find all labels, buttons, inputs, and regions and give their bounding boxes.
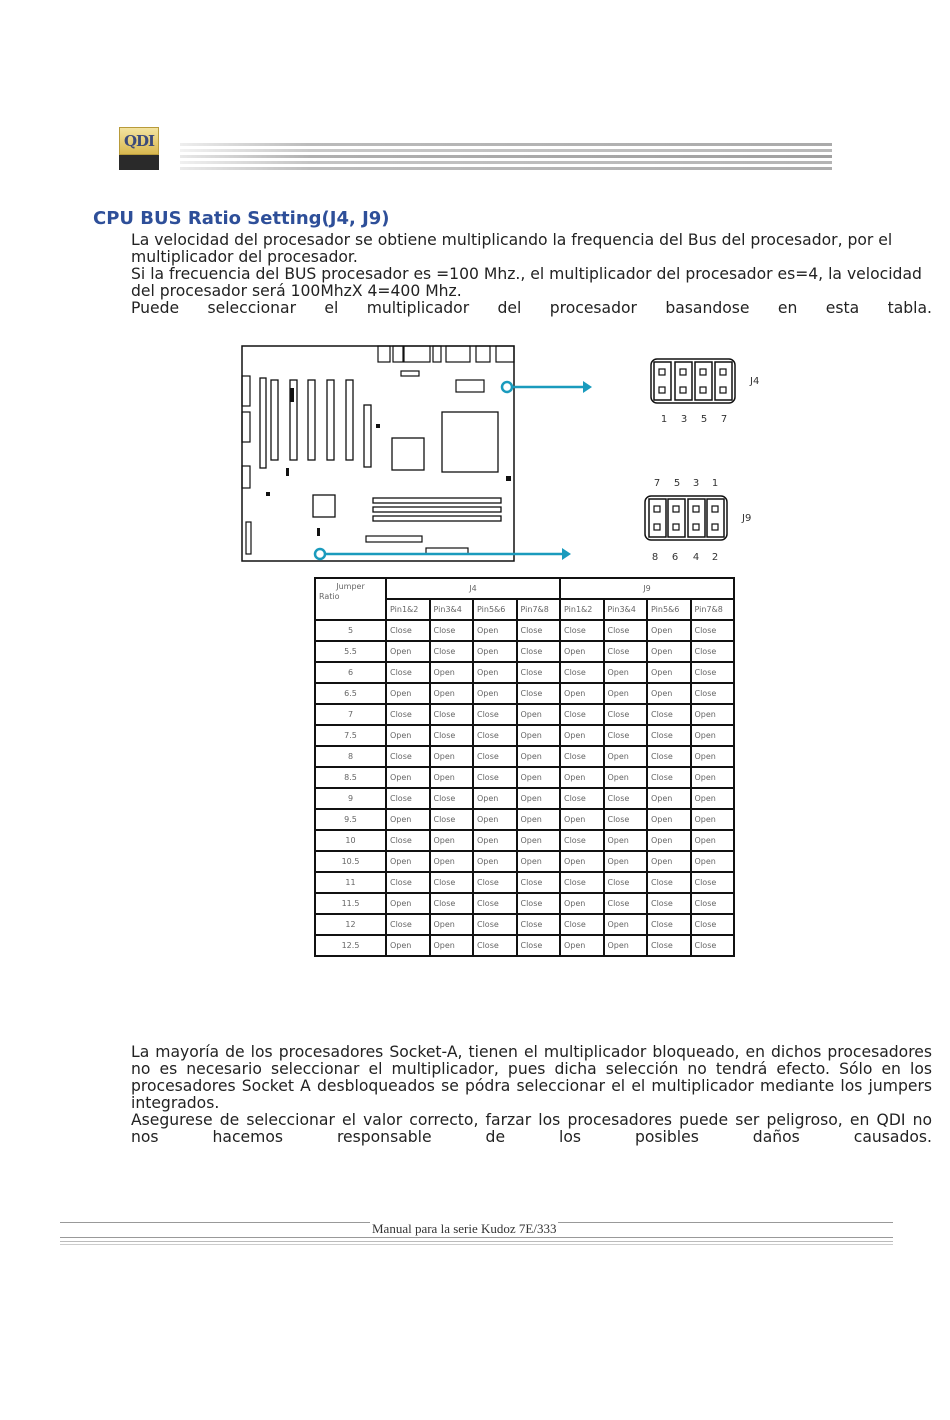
motherboard-jumper-diagram — [238, 340, 768, 568]
j9-pin-label: 7 — [653, 478, 661, 489]
corner-jumper-label: Jumper — [336, 582, 365, 591]
ratio-cell: 6 — [315, 662, 386, 683]
jumper-state-cell: Close — [473, 725, 517, 746]
j4-pointer — [502, 381, 592, 393]
jumper-state-cell: Close — [691, 620, 735, 641]
jumper-state-cell: Close — [430, 893, 474, 914]
jumper-state-cell: Open — [473, 830, 517, 851]
jumper-state-cell: Open — [560, 641, 604, 662]
jumper-state-cell: Open — [430, 683, 474, 704]
ratio-cell: 7 — [315, 704, 386, 725]
outro-paragraph-1: La mayoría de los procesadores Socket-A, tienen el multiplicador bloqueado, en dichos procesadores no es necesario seleccionar el multiplicador, pues dicha selección no tendrá efecto. Sólo en los procesadores Socket A desbloqueados se pódra seleccionar el el multiplicador mediante los jumpers integrados. — [131, 1043, 932, 1112]
jumper-state-cell: Open — [647, 809, 691, 830]
jumper-state-cell: Open — [517, 746, 561, 767]
jumper-state-cell: Open — [691, 851, 735, 872]
jumper-state-cell: Open — [430, 851, 474, 872]
jumper-state-cell: Open — [473, 641, 517, 662]
jumper-state-cell: Open — [691, 767, 735, 788]
jumper-state-cell: Close — [604, 641, 648, 662]
jumper-state-cell: Open — [560, 767, 604, 788]
jumper-state-cell: Open — [604, 746, 648, 767]
jumper-state-cell: Close — [517, 872, 561, 893]
ratio-cell: 7.5 — [315, 725, 386, 746]
jumper-state-cell: Open — [430, 935, 474, 956]
table-row — [315, 935, 734, 956]
jumper-state-cell: Close — [647, 872, 691, 893]
j9-pin-label: 8 — [651, 552, 659, 563]
ratio-cell: 9.5 — [315, 809, 386, 830]
pin-column-header: Pin7&8 — [517, 599, 561, 620]
group-header-j9: J9 — [560, 578, 734, 599]
jumper-state-cell: Open — [473, 620, 517, 641]
j9-pin-label: 5 — [673, 478, 681, 489]
footer-rule — [60, 1241, 893, 1242]
pin-column-header: Pin3&4 — [604, 599, 648, 620]
table-row — [315, 620, 734, 641]
j4-label: J4 — [750, 376, 760, 387]
jumper-state-cell: Close — [691, 935, 735, 956]
table-row — [315, 641, 734, 662]
ratio-cell: 12 — [315, 914, 386, 935]
jumper-state-cell: Open — [473, 662, 517, 683]
jumper-state-cell: Close — [604, 872, 648, 893]
j9-pin-label: 1 — [711, 478, 719, 489]
jumper-state-cell: Close — [691, 641, 735, 662]
jumper-state-cell: Open — [691, 725, 735, 746]
j9-pin-label: 6 — [671, 552, 679, 563]
page-footer — [60, 1218, 893, 1248]
intro-text — [131, 232, 932, 317]
jumper-state-cell: Open — [647, 788, 691, 809]
intro-paragraph-1: La velocidad del procesador se obtiene multiplicando la frequencia del Bus del procesador, por el multiplicador del procesador. — [131, 231, 893, 266]
intro-paragraph-3: Puede seleccionar el multiplicador del procesador basandose en esta tabla. — [131, 299, 932, 317]
ratio-cell: 5 — [315, 620, 386, 641]
jumper-state-cell: Open — [386, 935, 430, 956]
jumper-state-cell: Open — [430, 767, 474, 788]
jumper-state-cell: Close — [430, 641, 474, 662]
jumper-state-cell: Close — [517, 914, 561, 935]
table-row — [315, 830, 734, 851]
jumper-state-cell: Open — [647, 662, 691, 683]
j9-pin-label: 4 — [692, 552, 700, 563]
jumper-state-cell: Open — [430, 914, 474, 935]
jumper-state-cell: Open — [691, 704, 735, 725]
footer-text: Manual para la serie Kudoz 7E/333 — [372, 1221, 557, 1236]
j4-pin-label: 3 — [680, 414, 688, 425]
jumper-state-cell: Open — [386, 893, 430, 914]
jumper-state-cell: Open — [691, 830, 735, 851]
jumper-state-cell: Close — [560, 788, 604, 809]
jumper-state-cell: Close — [647, 935, 691, 956]
jumper-state-cell: Open — [430, 662, 474, 683]
jumper-state-cell: Close — [430, 620, 474, 641]
jumper-state-cell: Open — [560, 935, 604, 956]
jumper-state-cell: Open — [604, 662, 648, 683]
jumper-state-cell: Open — [517, 788, 561, 809]
jumper-state-cell: Open — [386, 683, 430, 704]
jumper-state-cell: Close — [430, 704, 474, 725]
jumper-state-cell: Close — [560, 872, 604, 893]
table-row — [315, 767, 734, 788]
pin-column-header: Pin3&4 — [430, 599, 474, 620]
jumper-state-cell: Close — [430, 872, 474, 893]
jumper-state-cell: Open — [386, 641, 430, 662]
jumper-state-cell: Close — [647, 893, 691, 914]
ratio-cell: 11 — [315, 872, 386, 893]
jumper-state-cell: Close — [647, 914, 691, 935]
jumper-state-cell: Open — [517, 809, 561, 830]
jumper-state-cell: Close — [430, 788, 474, 809]
jumper-state-cell: Close — [473, 872, 517, 893]
jumper-state-cell: Close — [691, 893, 735, 914]
jumper-state-cell: Close — [517, 893, 561, 914]
table-row — [315, 914, 734, 935]
pin-column-header: Pin5&6 — [473, 599, 517, 620]
ratio-cell: 11.5 — [315, 893, 386, 914]
jumper-state-cell: Close — [386, 872, 430, 893]
jumper-state-cell: Close — [473, 914, 517, 935]
jumper-state-cell: Open — [647, 851, 691, 872]
jumper-state-cell: Open — [517, 704, 561, 725]
jumper-state-cell: Open — [560, 809, 604, 830]
j9-jumper-block — [645, 478, 751, 563]
jumper-state-cell: Open — [604, 935, 648, 956]
j9-label: J9 — [742, 513, 752, 524]
jumper-state-cell: Open — [604, 914, 648, 935]
jumper-state-cell: Close — [560, 746, 604, 767]
jumper-state-cell: Close — [386, 662, 430, 683]
jumper-state-cell: Open — [604, 830, 648, 851]
pin-column-header: Pin7&8 — [691, 599, 735, 620]
pin-column-header: Pin5&6 — [647, 599, 691, 620]
jumper-state-cell: Open — [691, 809, 735, 830]
jumper-state-cell: Close — [691, 683, 735, 704]
corner-ratio-label: Ratio — [319, 592, 340, 601]
jumper-state-cell: Open — [517, 830, 561, 851]
jumper-state-cell: Close — [604, 809, 648, 830]
jumper-state-cell: Close — [560, 830, 604, 851]
ratio-cell: 12.5 — [315, 935, 386, 956]
table-row — [315, 809, 734, 830]
logo-text: QDI — [119, 127, 159, 155]
table-row — [315, 704, 734, 725]
jumper-state-cell: Open — [386, 725, 430, 746]
jumper-state-cell: Close — [386, 830, 430, 851]
jumper-state-cell: Open — [517, 767, 561, 788]
jumper-state-cell: Close — [386, 746, 430, 767]
j4-arrowhead — [583, 381, 592, 393]
j4-pin-label: 7 — [720, 414, 728, 425]
jumper-state-cell: Open — [430, 746, 474, 767]
ratio-jumper-table — [314, 577, 735, 957]
table-row — [315, 683, 734, 704]
jumper-state-cell: Close — [647, 767, 691, 788]
jumper-state-cell: Close — [386, 788, 430, 809]
j9-arrowhead — [562, 548, 571, 560]
jumper-state-cell: Open — [691, 788, 735, 809]
ratio-cell: 5.5 — [315, 641, 386, 662]
jumper-state-cell: Close — [604, 725, 648, 746]
jumper-state-cell: Open — [517, 725, 561, 746]
table-group-header-row — [315, 578, 734, 599]
pin-column-header: Pin1&2 — [560, 599, 604, 620]
table-row — [315, 746, 734, 767]
jumper-state-cell: Open — [430, 830, 474, 851]
jumper-state-cell: Close — [517, 641, 561, 662]
jumper-state-cell: Open — [647, 641, 691, 662]
jumper-state-cell: Close — [647, 746, 691, 767]
table-row — [315, 662, 734, 683]
table-row — [315, 851, 734, 872]
jumper-state-cell: Close — [691, 914, 735, 935]
jumper-state-cell: Open — [386, 809, 430, 830]
ratio-cell: 6.5 — [315, 683, 386, 704]
header-rule — [180, 143, 832, 175]
jumper-state-cell: Open — [517, 851, 561, 872]
outro-text — [131, 1044, 932, 1146]
jumper-state-cell: Open — [647, 830, 691, 851]
table-row — [315, 893, 734, 914]
qdi-logo — [119, 127, 159, 172]
motherboard-outline — [242, 346, 514, 561]
jumper-state-cell: Close — [691, 872, 735, 893]
jumper-state-cell: Close — [604, 788, 648, 809]
jumper-state-cell: Open — [560, 725, 604, 746]
jumper-state-cell: Open — [604, 851, 648, 872]
jumper-state-cell: Open — [473, 809, 517, 830]
jumper-state-cell: Open — [647, 620, 691, 641]
jumper-state-cell: Open — [386, 851, 430, 872]
jumper-state-cell: Open — [604, 767, 648, 788]
jumper-state-cell: Close — [517, 935, 561, 956]
jumper-state-cell: Close — [560, 704, 604, 725]
jumper-state-cell: Close — [473, 935, 517, 956]
jumper-state-cell: Close — [473, 767, 517, 788]
jumper-state-cell: Close — [647, 725, 691, 746]
table-row — [315, 788, 734, 809]
table-body — [315, 620, 734, 956]
jumper-state-cell: Close — [604, 620, 648, 641]
table-row — [315, 872, 734, 893]
jumper-state-cell: Close — [604, 893, 648, 914]
jumper-state-cell: Close — [430, 809, 474, 830]
jumper-state-cell: Close — [691, 662, 735, 683]
jumper-state-cell: Close — [560, 662, 604, 683]
j9-pin-label: 2 — [711, 552, 719, 563]
jumper-state-cell: Open — [647, 683, 691, 704]
ratio-cell: 9 — [315, 788, 386, 809]
jumper-state-cell: Close — [430, 725, 474, 746]
jumper-state-cell: Close — [386, 914, 430, 935]
table-row — [315, 725, 734, 746]
ratio-cell: 8 — [315, 746, 386, 767]
j4-jumper-block — [651, 359, 759, 425]
jumper-state-cell: Close — [560, 914, 604, 935]
jumper-state-cell: Close — [473, 893, 517, 914]
jumper-state-cell: Close — [647, 704, 691, 725]
jumper-state-cell: Close — [473, 746, 517, 767]
jumper-state-cell: Close — [386, 620, 430, 641]
jumper-state-cell: Close — [517, 620, 561, 641]
j4-pin-label: 5 — [700, 414, 708, 425]
jumper-state-cell: Close — [386, 704, 430, 725]
intro-paragraph-2: Si la frecuencia del BUS procesador es =100 Mhz., el multiplicador del procesador es=4, la velocidad del procesador será 100MhzX 4=400 Mhz. — [131, 265, 922, 300]
jumper-state-cell: Close — [473, 704, 517, 725]
j4-pin-label: 1 — [660, 414, 668, 425]
jumper-state-cell: Open — [473, 683, 517, 704]
jumper-state-cell: Open — [473, 788, 517, 809]
logo-subtext — [119, 155, 159, 170]
jumper-state-cell: Open — [386, 767, 430, 788]
outro-paragraph-2: Asegurese de seleccionar el valor correcto, farzar los procesadores puede ser peligroso, en QDI no nos hacemos responsable de los posibles daños causados. — [131, 1111, 932, 1146]
jumper-state-cell: Open — [560, 893, 604, 914]
group-header-j4: J4 — [386, 578, 560, 599]
jumper-state-cell: Open — [560, 851, 604, 872]
jumper-state-cell: Open — [473, 851, 517, 872]
section-title: CPU BUS Ratio Setting(J4, J9) — [93, 208, 390, 229]
jumper-state-cell: Close — [517, 683, 561, 704]
j9-pin-label: 3 — [692, 478, 700, 489]
jumper-state-cell: Open — [560, 683, 604, 704]
ratio-cell: 8.5 — [315, 767, 386, 788]
footer-rule — [60, 1237, 893, 1238]
ratio-cell: 10 — [315, 830, 386, 851]
footer-rule — [60, 1244, 893, 1245]
jumper-state-cell: Open — [604, 683, 648, 704]
ratio-cell: 10.5 — [315, 851, 386, 872]
jumper-state-cell: Close — [517, 662, 561, 683]
table-corner-header — [315, 578, 386, 620]
pin-column-header: Pin1&2 — [386, 599, 430, 620]
jumper-state-cell: Open — [691, 746, 735, 767]
jumper-state-cell: Close — [560, 620, 604, 641]
jumper-state-cell: Close — [604, 704, 648, 725]
